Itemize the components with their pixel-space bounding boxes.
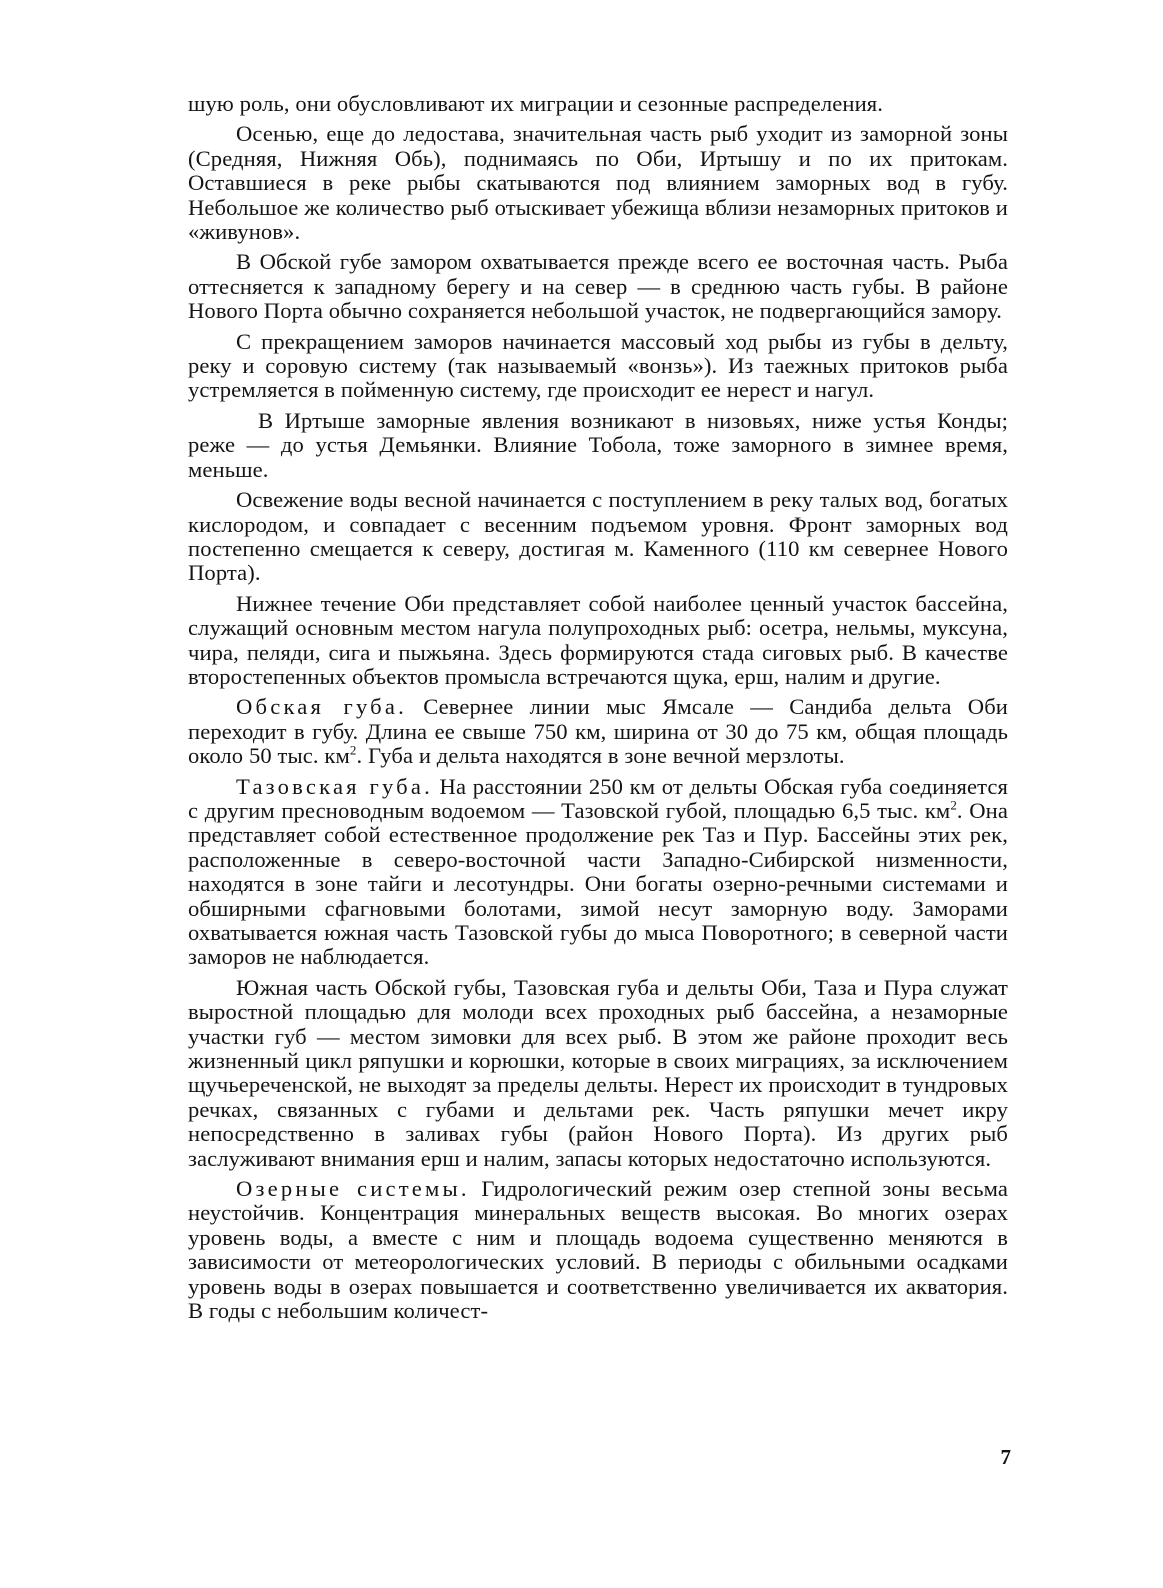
paragraph-5: В Иртыше заморные явления возникают в низовьях, ниже устья Конды; реже — до устья Демьянки. Влияние Тобола, тоже заморного в зимнее время, меньше.	[188, 407, 1008, 482]
section-lead: Тазовская губа.	[236, 773, 433, 799]
paragraph-7: Нижнее течение Оби представляет собой наиболее ценный участок бассейна, служащий основным местом нагула полупроходных рыб: осетра, нельмы, муксуна, чира, пеляди, сига и пыжьяна. Здесь формируются стада сиговых рыб. В качестве второстепенных объектов промысла встречаются щука, ерш, налим и другие.	[188, 590, 1008, 689]
section-lead: Озерные системы.	[236, 1176, 470, 1202]
paragraph-3: В Обской губе замором охватывается прежде всего ее восточная часть. Рыба оттесняется к западному берегу и на север — в среднюю часть губы. В районе Нового Порта обычно сохраняется небольшой участок, не подвергающийся замору.	[188, 249, 1008, 324]
paragraph-obskaya-guba: Обская губа. Севернее линии мыс Ямсале — Сандиба дельта Оби переходит в губу. Длина ее свыше 750 км, ширина от 30 до 75 км, общая площадь около 50 тыс. $км^2$. Губа и дельта находятся в зоне вечной мерзлоты.	[188, 694, 1008, 769]
section-lead: Обская губа.	[236, 694, 407, 720]
paragraph-1: шую роль, они обусловливают их миграции и сезонные распределения.	[188, 91, 884, 116]
paragraph-4: С прекращением заморов начинается массовый ход рыбы из губы в дельту, реку и соровую систему (так называемый «вонзь»). Из таежных притоков рыба устремляется в пойменную систему, где происходит ее нерест и нагул.	[188, 328, 1008, 403]
paragraph-ozernye-sistemy: Озерные системы. Гидрологический режим озер степной зоны весьма неустойчив. Концентрация минеральных веществ высокая. Во многих озерах уровень воды, а вместе с ним и площадь водоема существенно меняются в зависимости от метеорологических условий. В периоды с обильными осадками уровень воды в озерах повышается и соответственно увеличивается их акватория. В годы с небольшим количест-	[188, 1176, 1009, 1324]
paragraph-6: Освежение воды весной начинается с поступлением в реку талых вод, богатых кислородом, и совпадает с весенним подъемом уровня. Фронт заморных вод постепенно смещается к северу, достигая м. Каменного (110 км севернее Нового Порта).	[188, 487, 1008, 586]
paragraph-10: Южная часть Обской губы, Тазовская губа и дельты Оби, Таза и Пура служат выростной площадью для молоди всех проходных рыб бассейна, а незаморные участки губ — местом зимовки для всех рыб. В этом же районе проходит весь жизненный цикл ряпушки и корюшки, которые в своих миграциях, за исключением щучьереченской, не выходят за пределы дельты. Нерест их происходит в тундровых речках, связанных с губами и дельтами рек. Часть ряпушки мечет икру непосредственно в заливах губы (район Нового Порта). Из других рыб заслуживают внимания ерш и налим, запасы которых недостаточно используются.	[188, 974, 1008, 1171]
page-number: 7	[1000, 1445, 1011, 1469]
paragraph-tazovskaya-guba: Тазовская губа. На расстоянии 250 км от дельты Обская губа соединяется с другим пресноводным водоемом — Тазовской губой, площадью 6,5 тыс. $км^2$. Она представляет собой естественное продолжение рек Таз и Пур. Бассейны этих рек, расположенные в северо-восточной части Западно-Сибирской низменности, находятся в зоне тайги и лесотундры. Они богаты озерно-речными системами и обширными сфагновыми болотами, зимой несут заморную воду. Заморами охватывается южная часть Тазовской губы до мыса Поворотного; в северной части заморов не наблюдается.	[188, 773, 1009, 970]
paragraph-2: Осенью, еще до ледостава, значительная часть рыб уходит из заморной зоны (Средняя, Нижняя Обь), поднимаясь по Оби, Иртышу и по их притокам. Оставшиеся в реке рыбы скатываются под влиянием заморных вод в губу. Небольшое же количество рыб отыскивает убежища вблизи незаморных притоков и «живунов».	[188, 121, 1008, 245]
page-body	[188, 92, 1008, 1330]
